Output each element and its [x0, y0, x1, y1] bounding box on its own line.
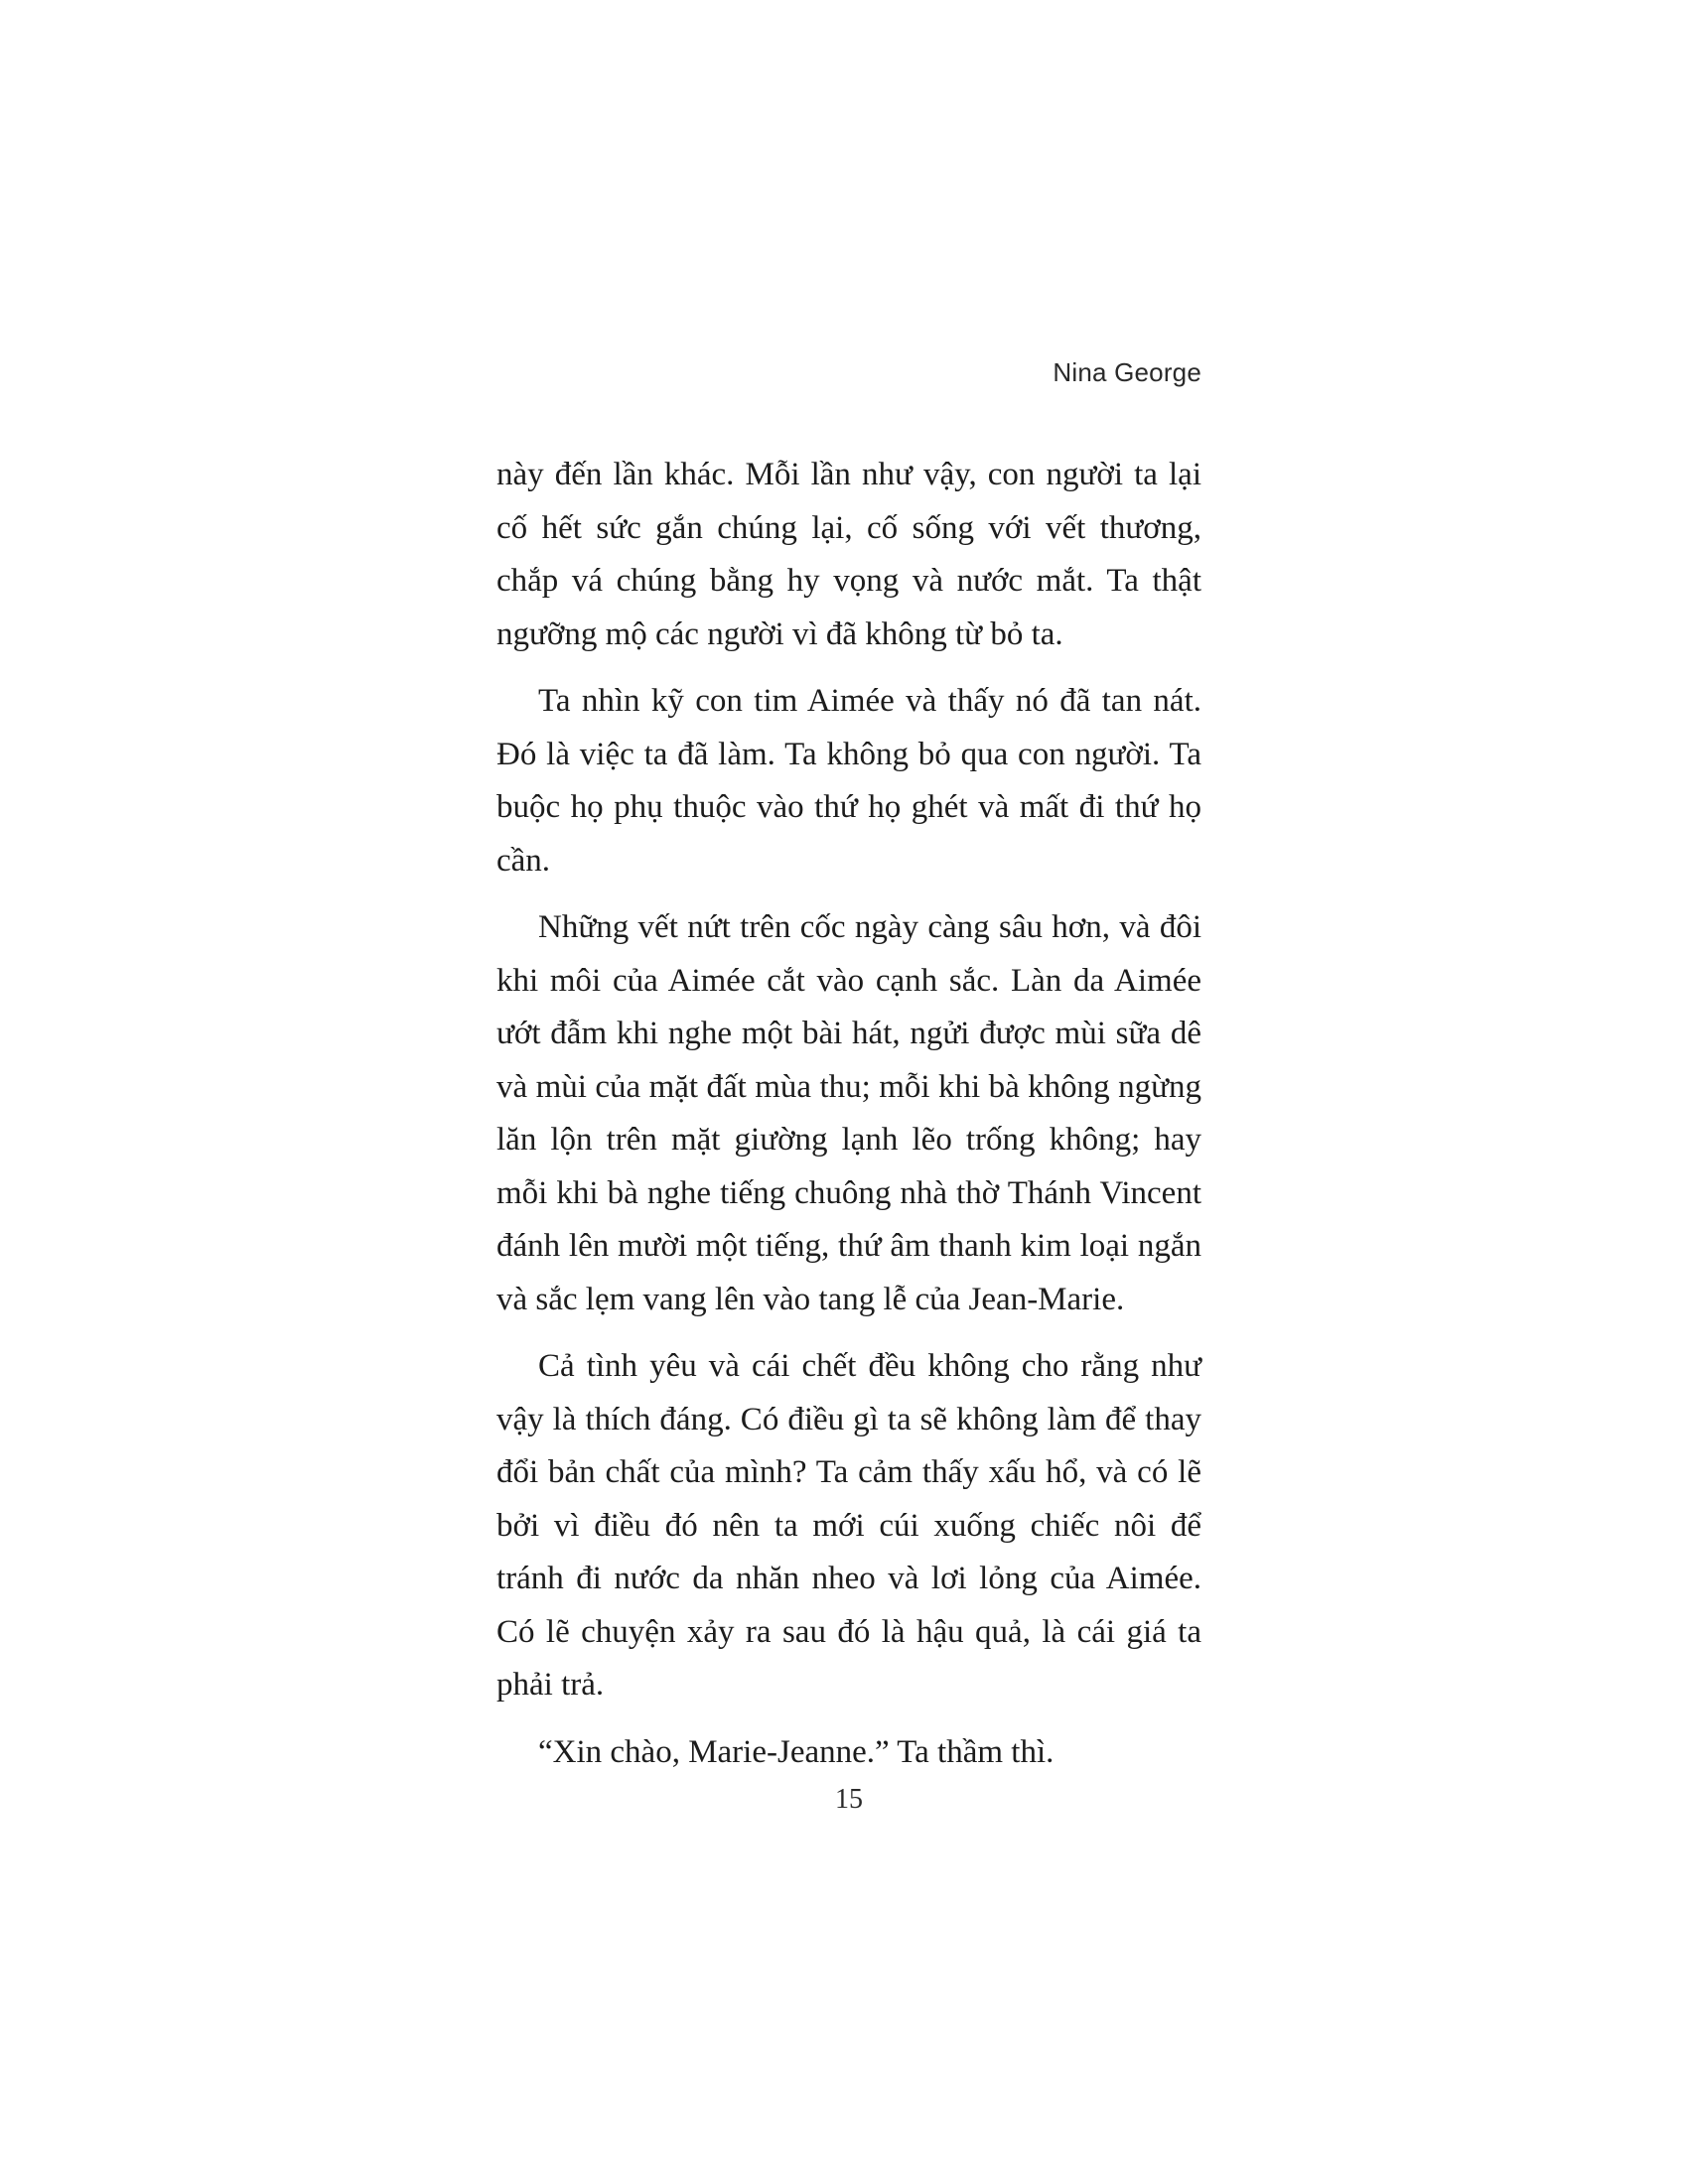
paragraph-5: “Xin chào, Marie-Jeanne.” Ta thầm thì.	[538, 1733, 1055, 1770]
paragraph-2: Ta nhìn kỹ con tim Aimée và thấy nó đã tan nát. Đó là việc ta đã làm. Ta không bỏ qua con người. Ta buộc họ phụ thuộc vào thứ họ ghét và mất đi thứ họ cần.	[496, 683, 1201, 879]
body-text	[496, 449, 1201, 1793]
page-number: 15	[835, 1784, 863, 1815]
running-header-author: Nina George	[1053, 357, 1201, 387]
paragraph-1: này đến lần khác. Mỗi lần như vậy, con người ta lại cố hết sức gắn chúng lại, cố sống với vết thương, chắp vá chúng bằng hy vọng và nước mắt. Ta thật ngưỡng mộ các người vì đã không từ bỏ ta.	[496, 457, 1201, 652]
paragraph-3: Những vết nứt trên cốc ngày càng sâu hơn, và đôi khi môi của Aimée cắt vào cạnh sắc. Làn da Aimée ướt đẫm khi nghe một bài hát, ngửi được mùi sữa dê và mùi của mặt đất mùa thu; mỗi khi bà không ngừng lăn lộn trên mặt giường lạnh lẽo trống không; hay mỗi khi bà nghe tiếng chuông nhà thờ Thánh Vincent đánh lên mười một tiếng, thứ âm thanh kim loại ngắn và sắc lẹm vang lên vào tang lễ của Jean-Marie.	[496, 909, 1201, 1317]
paragraph-4: Cả tình yêu và cái chết đều không cho rằng như vậy là thích đáng. Có điều gì ta sẽ không làm để thay đổi bản chất của mình? Ta cảm thấy xấu hổ, và có lẽ bởi vì điều đó nên ta mới cúi xuống chiếc nôi để tránh đi nước da nhăn nheo và lơi lỏng của Aimée. Có lẽ chuyện xảy ra sau đó là hậu quả, là cái giá ta phải trả.	[496, 1348, 1201, 1703]
